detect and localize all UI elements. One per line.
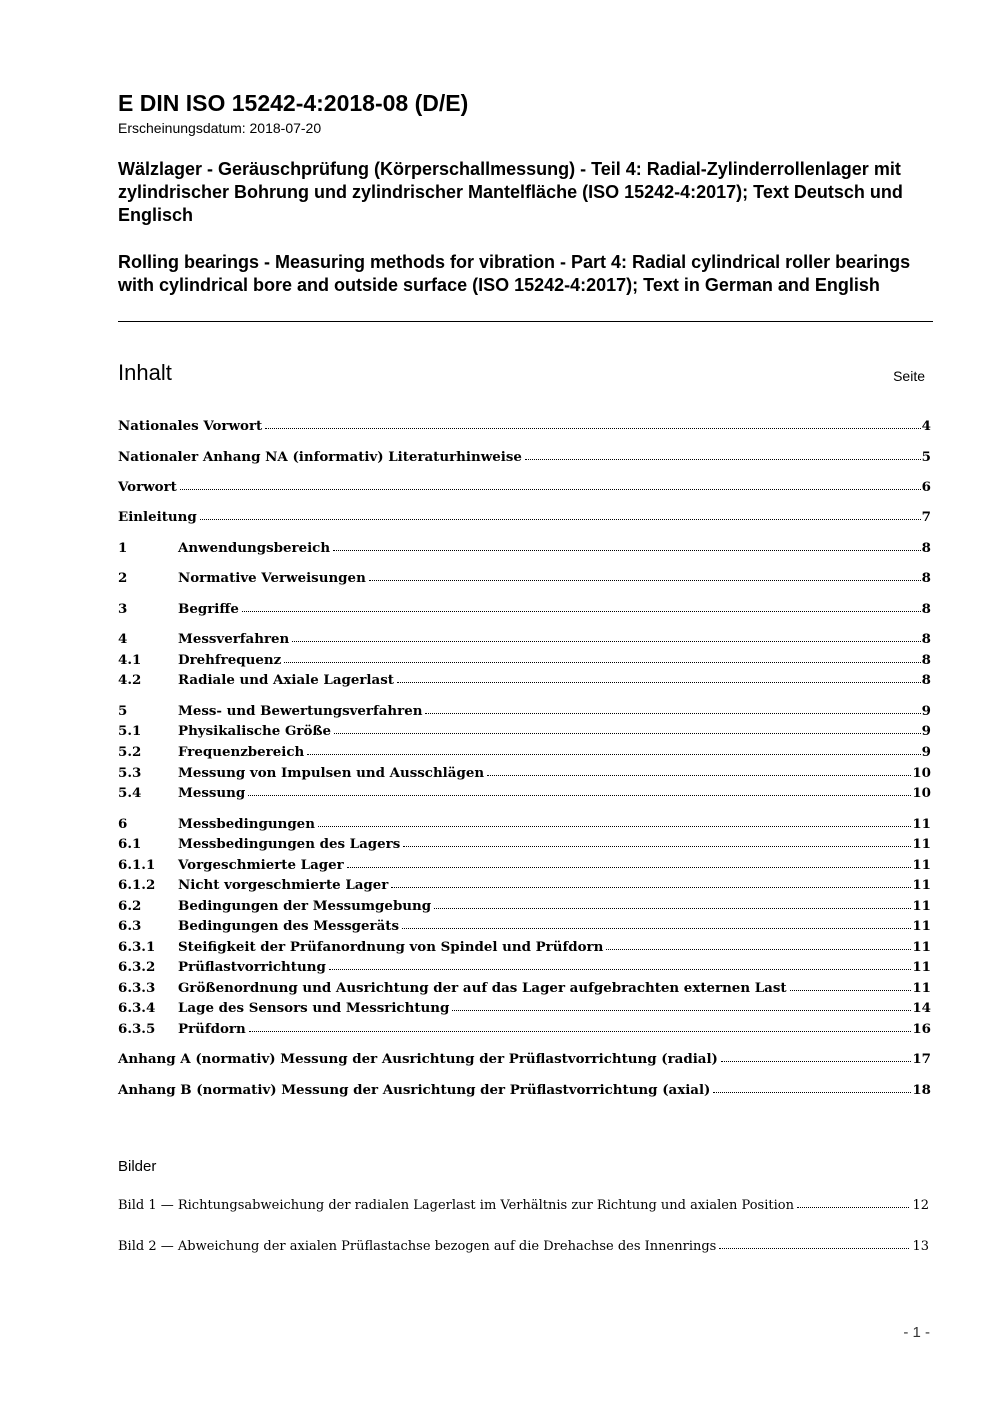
dot-leader xyxy=(307,753,920,755)
toc-page-label: Seite xyxy=(893,368,925,384)
figure-entry-title: Bild 2 — Abweichung der axialen Prüflastachse bezogen auf die Drehachse des Innenrings xyxy=(118,1239,717,1254)
toc-entry-title: Bedingungen der Messumgebung xyxy=(178,898,432,914)
toc-entry-page: 10 xyxy=(912,765,931,781)
toc-entry-title: Anhang B (normativ) Messung der Ausrichtung der Prüflastvorrichtung (axial) xyxy=(118,1082,711,1098)
toc-entry-title: Nationaler Anhang NA (informativ) Literaturhinweise xyxy=(118,449,522,465)
toc-entry-number: 6.3.4 xyxy=(118,1000,156,1016)
toc-entry[interactable] xyxy=(118,898,931,918)
dot-leader xyxy=(292,640,920,642)
toc-entry-number: 2 xyxy=(118,570,128,586)
toc-entry[interactable] xyxy=(118,1082,931,1102)
dot-leader xyxy=(713,1091,911,1093)
toc-entry[interactable] xyxy=(118,723,931,743)
dot-leader xyxy=(790,989,912,991)
dot-leader xyxy=(242,610,921,612)
toc-entry[interactable] xyxy=(118,765,931,785)
toc-entry-number: 6.3.2 xyxy=(118,959,156,975)
dot-leader xyxy=(525,458,921,460)
toc-entry-page: 5 xyxy=(921,449,931,465)
dot-leader xyxy=(402,927,911,929)
dot-leader xyxy=(797,1206,910,1208)
toc-entry[interactable] xyxy=(118,1021,931,1041)
toc-entry[interactable] xyxy=(118,509,931,529)
toc-entry[interactable] xyxy=(118,857,931,877)
toc-entry-page: 11 xyxy=(912,918,931,934)
toc-entry-title: Mess- und Bewertungsverfahren xyxy=(178,703,423,719)
toc-heading: Inhalt xyxy=(118,360,172,385)
toc-entry-page: 8 xyxy=(921,652,931,668)
toc-entry-number: 5.3 xyxy=(118,765,142,781)
toc-entry-page: 9 xyxy=(921,744,931,760)
toc-entry-title: Anwendungsbereich xyxy=(178,540,331,556)
toc-entry-number: 6 xyxy=(118,816,128,832)
toc-entry-title: Einleitung xyxy=(118,509,197,525)
toc-entry-number: 6.3.1 xyxy=(118,939,156,955)
figure-entry-page: 13 xyxy=(912,1239,929,1254)
toc-entry-page: 8 xyxy=(921,601,931,617)
toc-entry-number: 6.1 xyxy=(118,836,142,852)
toc-entry-page: 8 xyxy=(921,570,931,586)
toc-entry-page: 6 xyxy=(921,479,931,495)
figures-heading: Bilder xyxy=(118,1158,157,1175)
dot-leader xyxy=(425,712,920,714)
toc-entry[interactable] xyxy=(118,877,931,897)
dot-leader xyxy=(248,794,911,796)
toc-entry-title: Lage des Sensors und Messrichtung xyxy=(178,1000,450,1016)
toc-entry-title: Frequenzbereich xyxy=(178,744,305,760)
toc-entry-number: 5.2 xyxy=(118,744,142,760)
toc-entry-title: Steifigkeit der Prüfanordnung von Spindel und Prüfdorn xyxy=(178,939,604,955)
toc-entry[interactable] xyxy=(118,939,931,959)
toc-entry-number: 4.2 xyxy=(118,672,142,688)
toc-entry-page: 8 xyxy=(921,672,931,688)
toc-entry-title: Radiale und Axiale Lagerlast xyxy=(178,672,394,688)
toc-entry[interactable] xyxy=(118,672,931,692)
toc-entry-page: 16 xyxy=(912,1021,931,1037)
dot-leader xyxy=(318,825,911,827)
toc-entry-title: Nationales Vorwort xyxy=(118,418,263,434)
toc-entry-page: 10 xyxy=(912,785,931,801)
toc-entry-number: 6.3.5 xyxy=(118,1021,156,1037)
toc-entry[interactable] xyxy=(118,601,931,621)
toc-entry[interactable] xyxy=(118,631,931,651)
toc-entry[interactable] xyxy=(118,449,931,469)
dot-leader xyxy=(249,1030,912,1032)
toc-entry-number: 5.1 xyxy=(118,723,142,739)
toc-entry-title: Vorgeschmierte Lager xyxy=(178,857,344,873)
title-german: Wälzlager - Geräuschprüfung (Körperschallmessung) - Teil 4: Radial-Zylinderrollenlager mit zylindrischer Bohrung und zylindrischer Mantelfläche (ISO 15242-4:2017); Text Deutsch und Englisch xyxy=(118,159,903,225)
toc-entry-page: 8 xyxy=(921,540,931,556)
toc-entry-title: Physikalische Größe xyxy=(178,723,332,739)
page-number: - 1 - xyxy=(903,1324,930,1341)
toc-entry-title: Anhang A (normativ) Messung der Ausrichtung der Prüflastvorrichtung (radial) xyxy=(118,1051,718,1067)
toc-entry-title: Messbedingungen des Lagers xyxy=(178,836,401,852)
dot-leader xyxy=(334,732,921,734)
dot-leader xyxy=(333,549,921,551)
toc-entry-page: 11 xyxy=(912,980,931,996)
toc-entry-page: 4 xyxy=(921,418,931,434)
toc-entry-number: 4.1 xyxy=(118,652,142,668)
dot-leader xyxy=(397,681,921,683)
toc-entry-page: 18 xyxy=(912,1082,931,1098)
toc-entry[interactable] xyxy=(118,980,931,1000)
toc-entry-page: 11 xyxy=(912,857,931,873)
dot-leader xyxy=(265,427,920,429)
toc-entry-title: Messverfahren xyxy=(178,631,290,647)
title-divider xyxy=(118,321,933,322)
toc-entry[interactable] xyxy=(118,570,931,590)
dot-leader xyxy=(606,948,911,950)
toc-entry[interactable] xyxy=(118,836,931,856)
toc-entry-page: 9 xyxy=(921,703,931,719)
dot-leader xyxy=(487,774,911,776)
toc-entry-page: 14 xyxy=(912,1000,931,1016)
toc-entry-page: 8 xyxy=(921,631,931,647)
dot-leader xyxy=(347,866,912,868)
toc-entry-number: 6.1.2 xyxy=(118,877,156,893)
toc-entry-number: 5.4 xyxy=(118,785,142,801)
toc-entry-page: 11 xyxy=(912,939,931,955)
toc-entry[interactable] xyxy=(118,816,931,836)
toc-entry-page: 11 xyxy=(912,898,931,914)
toc-entry[interactable] xyxy=(118,1051,931,1071)
toc-entry[interactable] xyxy=(118,1000,931,1020)
toc-entry-title: Begriffe xyxy=(178,601,239,617)
dot-leader xyxy=(329,968,912,970)
dot-leader xyxy=(403,845,911,847)
figure-entry[interactable] xyxy=(118,1198,929,1218)
figure-entry-title: Bild 1 — Richtungsabweichung der radialen Lagerlast im Verhältnis zur Richtung und axialen Position xyxy=(118,1198,794,1213)
toc-entry[interactable] xyxy=(118,479,931,499)
toc-entry-number: 6.3 xyxy=(118,918,142,934)
figure-entry[interactable] xyxy=(118,1239,929,1259)
toc-entry-page: 7 xyxy=(921,509,931,525)
document-id: E DIN ISO 15242-4:2018-08 (D/E) xyxy=(118,90,469,116)
title-english: Rolling bearings - Measuring methods for vibration - Part 4: Radial cylindrical roller bearings with cylindrical bore and outside surface (ISO 15242-4:2017); Text in German and English xyxy=(118,252,911,295)
publication-date: Erscheinungsdatum: 2018-07-20 xyxy=(118,120,322,136)
toc-entry-title: Normative Verweisungen xyxy=(178,570,366,586)
toc-entry-number: 3 xyxy=(118,601,128,617)
dot-leader xyxy=(369,579,921,581)
toc-entry-number: 6.1.1 xyxy=(118,857,156,873)
toc-entry[interactable] xyxy=(118,703,931,723)
toc-entry-page: 9 xyxy=(921,723,931,739)
toc-entry-number: 1 xyxy=(118,540,128,556)
toc-entry-title: Prüflastvorrichtung xyxy=(178,959,326,975)
dot-leader xyxy=(434,907,911,909)
toc-entry-page: 11 xyxy=(912,836,931,852)
figure-entry-page: 12 xyxy=(912,1198,929,1213)
toc-entry-page: 11 xyxy=(912,816,931,832)
toc-entry-title: Drehfrequenz xyxy=(178,652,282,668)
toc-entry-title: Messbedingungen xyxy=(178,816,315,832)
toc-entry-page: 11 xyxy=(912,959,931,975)
toc-entry-title: Prüfdorn xyxy=(178,1021,246,1037)
toc-entry-title: Bedingungen des Messgeräts xyxy=(178,918,399,934)
toc-entry[interactable] xyxy=(118,418,931,438)
toc-entry[interactable] xyxy=(118,959,931,979)
dot-leader xyxy=(180,488,921,490)
toc-entry-title: Messung xyxy=(178,785,246,801)
toc-entry-title: Größenordnung und Ausrichtung der auf das Lager aufgebrachten externen Last xyxy=(178,980,787,996)
dot-leader xyxy=(284,661,920,663)
dot-leader xyxy=(721,1060,911,1062)
toc-entry-title: Vorwort xyxy=(118,479,177,495)
toc-entry-number: 6.2 xyxy=(118,898,142,914)
toc-entry[interactable] xyxy=(118,785,931,805)
toc-entry[interactable] xyxy=(118,540,931,560)
toc-entry-title: Nicht vorgeschmierte Lager xyxy=(178,877,389,893)
toc-entry-page: 17 xyxy=(912,1051,931,1067)
dot-leader xyxy=(719,1247,909,1249)
toc-entry-page: 11 xyxy=(912,877,931,893)
toc-entry-title: Messung von Impulsen und Ausschlägen xyxy=(178,765,485,781)
toc-entry[interactable] xyxy=(118,918,931,938)
dot-leader xyxy=(200,518,921,520)
dot-leader xyxy=(452,1009,911,1011)
toc-entry[interactable] xyxy=(118,652,931,672)
toc-entry-number: 4 xyxy=(118,631,128,647)
toc-entry-number: 6.3.3 xyxy=(118,980,156,996)
toc-entry[interactable] xyxy=(118,744,931,764)
dot-leader xyxy=(391,886,911,888)
toc-entry-number: 5 xyxy=(118,703,128,719)
